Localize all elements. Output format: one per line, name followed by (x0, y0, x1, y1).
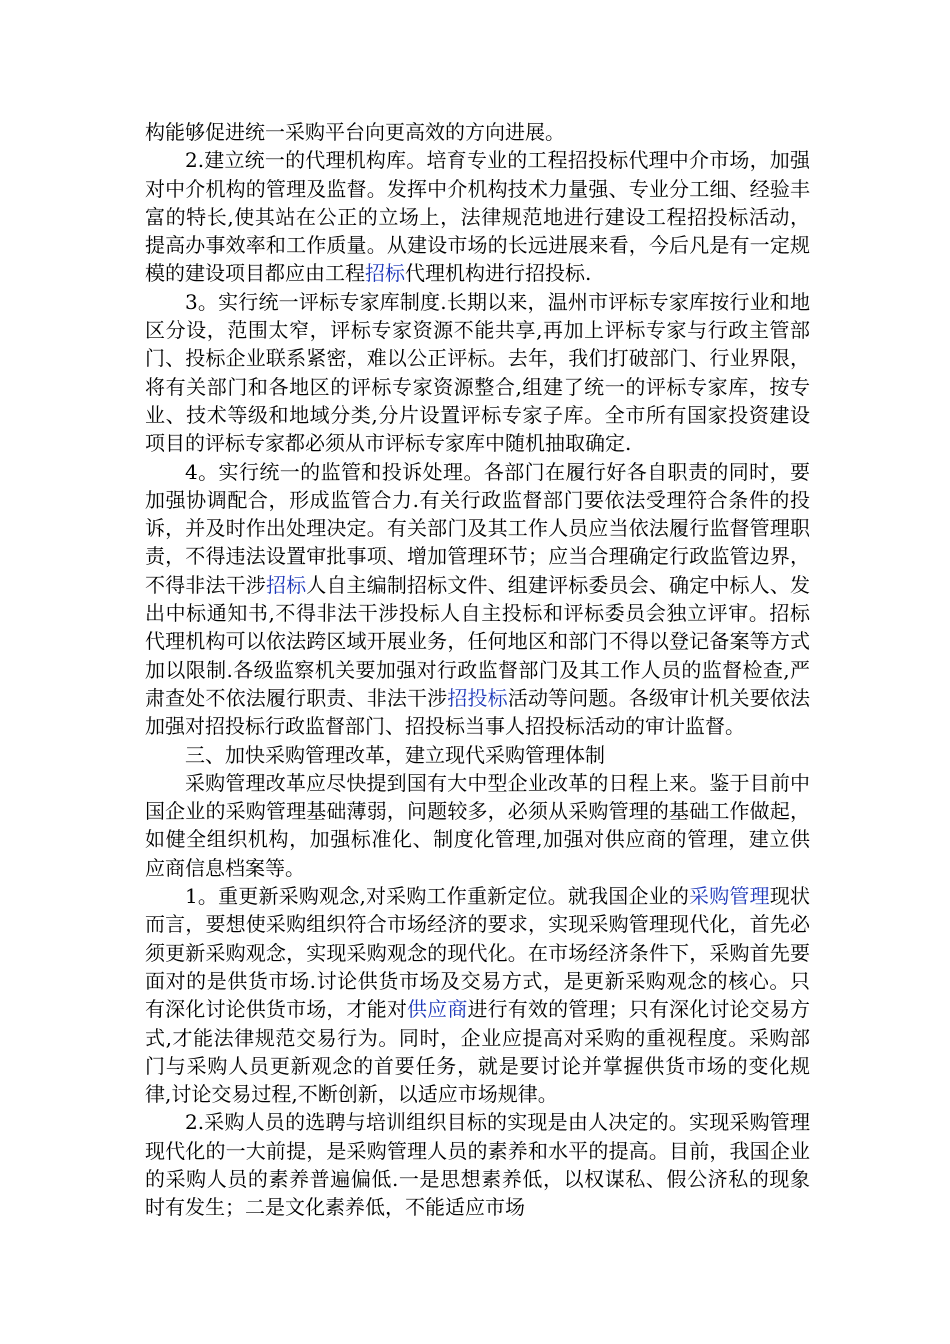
paragraph-text: 4。实行统一的监管和投诉处理。各部门在履行好各自职责的同时，要加强协调配合，形成监管合力.有关行政监督部门要依法受理符合条件的投诉，并及时作出处理决定。有关部门及其工作人员应当依法履行监督管理职责，不得违法设置审批事项、增加管理环节；应当合理确定行政监管边界，不得非法干涉 (145, 459, 810, 597)
section-heading (145, 741, 810, 769)
paragraph-text: 3。实行统一评标专家库制度.长期以来，温州市评标专家库按行业和地区分设，范围太窄，评标专家资源不能共享,再加上评标专家与行政主管部门、投标企业联系紧密，难以公正评标。去年，我们打破部门、行业界限，将有关部门和各地区的评标专家资源整合,组建了统一的评标专家库，按专业、技术等级和地域分类,分片设置评标专家子库。全市所有国家投资建设项目的评标专家都必须从市评标专家库中随机抽取确定. (145, 289, 810, 456)
keyword-link[interactable]: 招投标 (447, 685, 508, 710)
paragraph (145, 882, 810, 1108)
paragraph-text: 代理机构进行招投标. (405, 261, 592, 286)
paragraph (145, 1108, 810, 1221)
document-page (145, 118, 810, 1222)
paragraph-text: 现状而言，要想使采购组织符合市场经济的要求，实现采购管理现代化，首先必须更新采购观念，实现采购观念的现代化。在市场经济条件下，采购首先要面对的是供货市场.讨论供货市场及交易方式，是更新采购观念的核心。只有深化讨论供货市场，才能对 (145, 884, 811, 1022)
keyword-link[interactable]: 采购管理 (689, 884, 770, 909)
paragraph (145, 288, 810, 458)
paragraph-text: 进行有效的管理；只有深化讨论交易方式,才能法律规范交易行为。同时，企业应提高对采购的重视程度。采购部门与采购人员更新观念的首要任务，就是要讨论并掌握供货市场的变化规律,讨论交易过程,不断创新，以适应市场规律。 (145, 997, 810, 1107)
paragraph (145, 146, 810, 287)
paragraph-text: 人自主编制招标文件、组建评标委员会、确定中标人、发出中标通知书,不得非法干涉投标人自主投标和评标委员会独立评审。招标代理机构可以依法跨区域开展业务，任何地区和部门不得以登记备案等方式加以限制.各级监察机关要加强对行政监督部门及其工作人员的监督检查,严肃查处不依法履行职责、非法干涉 (145, 572, 810, 710)
paragraph (145, 118, 810, 146)
keyword-link[interactable]: 招标 (365, 261, 405, 286)
paragraph-text: 活动等问题。各级审计机关要依法加强对招投标行政监督部门、招投标当事人招投标活动的审计监督。 (145, 685, 810, 739)
paragraph-text: 采购管理改革应尽快提到国有大中型企业改革的日程上来。鉴于目前中国企业的采购管理基础薄弱，问题较多，必须从采购管理的基础工作做起，如健全组织机构，加强标准化、制度化管理,加强对供应商的管理，建立供应商信息档案等。 (145, 770, 810, 880)
paragraph (145, 458, 810, 741)
paragraph (145, 769, 810, 882)
paragraph-text: 1。重更新采购观念,对采购工作重新定位。就我国企业的 (185, 884, 690, 909)
paragraph-text: 构能够促进统一采购平台向更高效的方向进展。 (145, 120, 565, 144)
paragraph-text: 2.建立统一的代理机构库。培育专业的工程招投标代理中介市场，加强对中介机构的管理及监督。发挥中介机构技术力量强、专业分工细、经验丰富的特长,使其站在公正的立场上，法律规范地进行建设工程招投标活动，提高办事效率和工作质量。从建设市场的长远进展来看，今后凡是有一定规模的建设项目都应由工程 (145, 148, 810, 286)
keyword-link[interactable]: 供应商 (407, 997, 468, 1022)
keyword-link[interactable]: 招标 (265, 572, 307, 597)
paragraph-text: 三、加快采购管理改革，建立现代采购管理体制 (185, 742, 605, 767)
paragraph-text: 2.采购人员的选聘与培训组织目标的实现是由人决定的。实现采购管理现代化的一大前提，是采购管理人员的素养和水平的提高。目前，我国企业的采购人员的素养普遍偏低.一是思想素养低，以权谋私、假公济私的现象时有发生；二是文化素养低，不能适应市场 (145, 1110, 810, 1220)
